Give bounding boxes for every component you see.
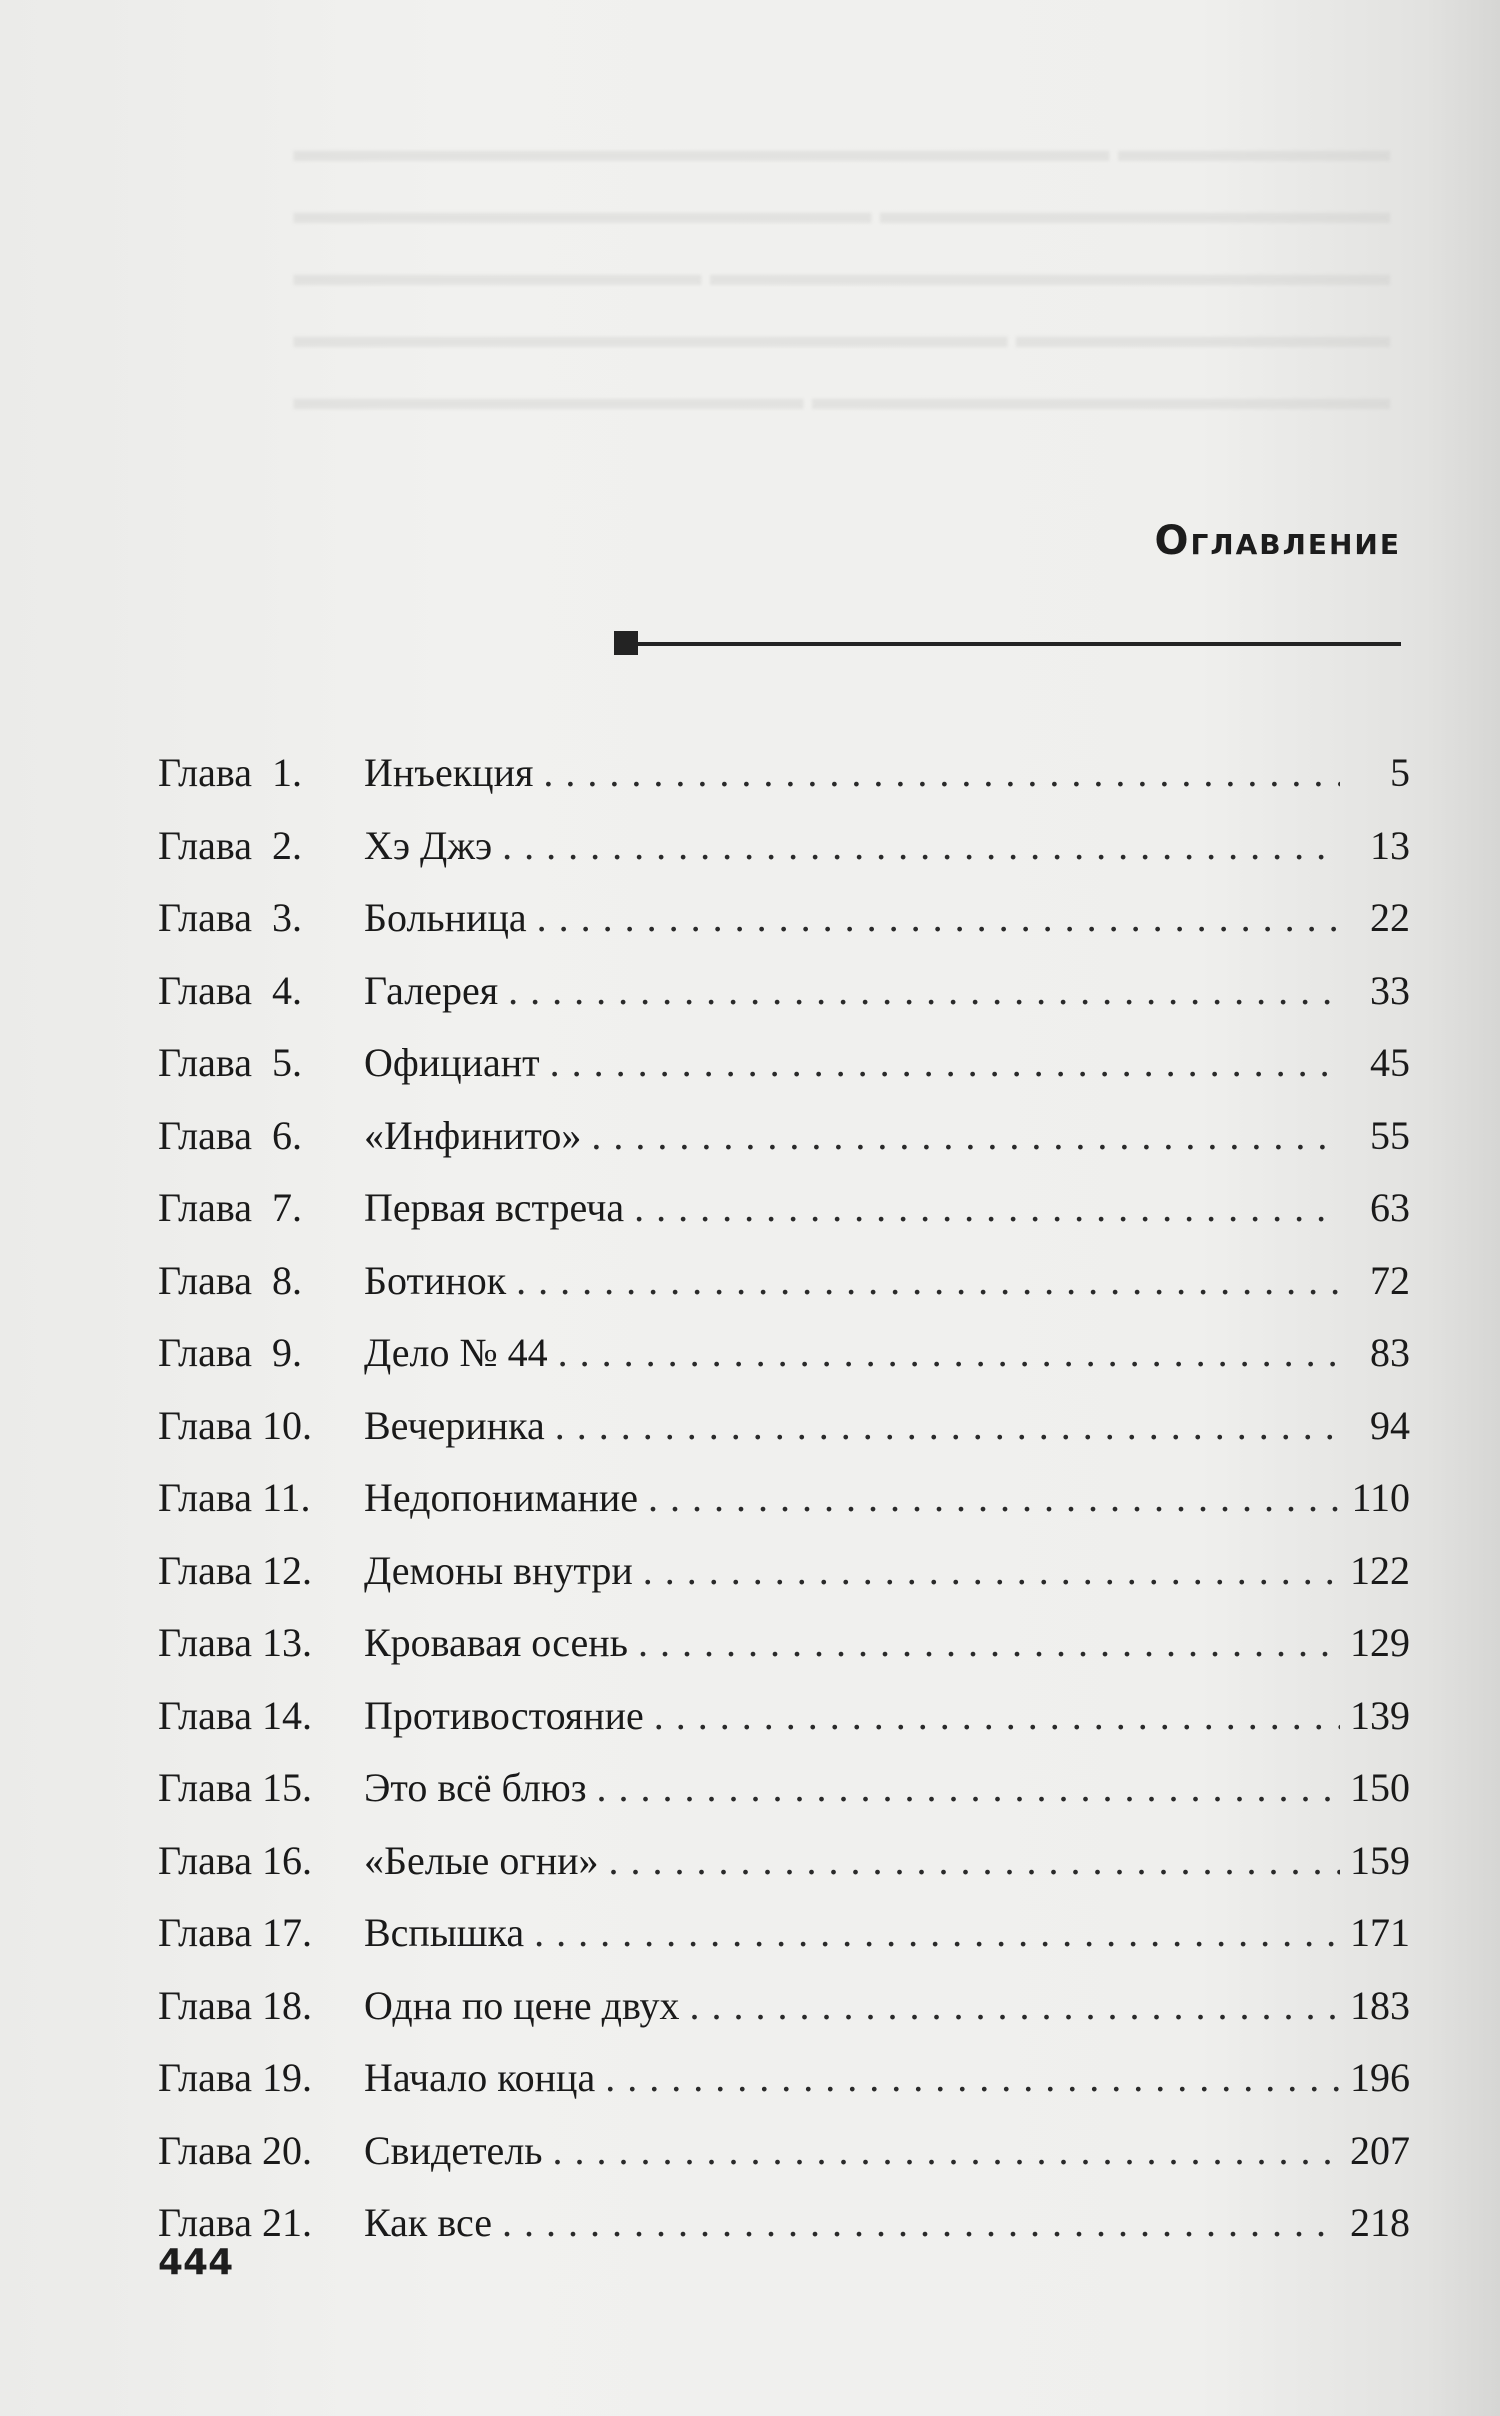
chapter-title: Официант	[364, 1040, 540, 1085]
chapter-number: Глава 14.	[158, 1692, 312, 1738]
toc-heading: Оглавление	[1154, 518, 1401, 564]
chapter-number: Глава 16.	[158, 1837, 312, 1883]
dot-leader	[648, 1462, 1340, 1535]
chapter-page-number: 171	[1350, 1910, 1410, 1955]
chapter-number: Глава 7.	[158, 1185, 302, 1230]
chapter-page-number: 218	[1350, 2200, 1410, 2245]
toc-entry[interactable]	[158, 1897, 1410, 1970]
chapter-page-number: 63	[1370, 1185, 1410, 1230]
chapter-title: Инъекция	[364, 750, 534, 795]
chapter-title: Одна по цене двух	[364, 1982, 680, 2028]
toc-entry[interactable]	[158, 810, 1410, 883]
toc-entry[interactable]	[158, 1752, 1410, 1825]
chapter-number: Глава 9.	[158, 1330, 302, 1375]
toc-entry[interactable]	[158, 1390, 1410, 1463]
chapter-number: Глава 4.	[158, 967, 302, 1013]
chapter-title: Хэ Джэ	[364, 822, 493, 868]
chapter-number: Глава 21.	[158, 2200, 312, 2245]
chapter-title: Больница	[364, 895, 527, 940]
dot-leader	[605, 2042, 1340, 2115]
chapter-number: Глава 5.	[158, 1040, 302, 1085]
chapter-page-number: 110	[1351, 1475, 1410, 1520]
chapter-page-number: 129	[1350, 1620, 1410, 1665]
heading-rule	[614, 642, 1401, 646]
toc-entry[interactable]	[158, 1535, 1410, 1608]
chapter-number: Глава 10.	[158, 1402, 312, 1448]
chapter-page-number: 139	[1350, 1692, 1410, 1738]
dot-leader	[643, 1535, 1340, 1608]
toc-entry[interactable]	[158, 1607, 1410, 1680]
dot-leader	[502, 810, 1340, 883]
chapter-title: Первая встреча	[364, 1185, 625, 1230]
chapter-title: Начало конца	[364, 2055, 596, 2100]
chapter-title: «Инфинито»	[364, 1112, 582, 1158]
dot-leader	[654, 1680, 1340, 1753]
chapter-number: Глава 6.	[158, 1112, 302, 1158]
chapter-page-number: 22	[1370, 895, 1410, 940]
chapter-title: Это всё блюз	[364, 1765, 587, 1810]
dot-leader	[591, 1100, 1340, 1173]
toc-entry[interactable]	[158, 1027, 1410, 1100]
chapter-number: Глава 18.	[158, 1982, 312, 2028]
chapter-page-number: 5	[1390, 750, 1410, 795]
dot-leader	[543, 737, 1340, 810]
toc-entry[interactable]	[158, 1317, 1410, 1390]
dot-leader	[537, 882, 1340, 955]
chapter-page-number: 122	[1350, 1547, 1410, 1593]
chapter-page-number: 207	[1350, 2127, 1410, 2173]
toc-entry[interactable]	[158, 1172, 1410, 1245]
chapter-title: Недопонимание	[364, 1475, 639, 1520]
chapter-number: Глава 12.	[158, 1547, 312, 1593]
chapter-page-number: 13	[1370, 822, 1410, 868]
chapter-title: Как все	[364, 2200, 492, 2245]
chapter-title: «Белые огни»	[364, 1837, 599, 1883]
chapter-page-number: 45	[1370, 1040, 1410, 1085]
dot-leader	[502, 2187, 1340, 2260]
toc-entry[interactable]	[158, 2115, 1410, 2188]
chapter-page-number: 150	[1350, 1765, 1410, 1810]
dot-leader	[609, 1825, 1340, 1898]
chapter-page-number: 72	[1370, 1257, 1410, 1303]
dot-leader	[534, 1897, 1340, 1970]
chapter-title: Ботинок	[364, 1257, 507, 1303]
chapter-title: Кровавая осень	[364, 1620, 628, 1665]
chapter-title: Демоны внутри	[364, 1547, 633, 1593]
chapter-number: Глава 15.	[158, 1765, 312, 1810]
chapter-title: Дело № 44	[364, 1330, 548, 1375]
toc-list	[158, 737, 1410, 2260]
dot-leader	[638, 1607, 1340, 1680]
page-number: 444	[158, 2242, 234, 2283]
toc-entry[interactable]	[158, 1970, 1410, 2043]
chapter-number: Глава 3.	[158, 895, 302, 940]
chapter-page-number: 94	[1370, 1402, 1410, 1448]
chapter-number: Глава 17.	[158, 1910, 312, 1955]
toc-entry[interactable]	[158, 1462, 1410, 1535]
toc-entry[interactable]	[158, 882, 1410, 955]
toc-entry[interactable]	[158, 1100, 1410, 1173]
chapter-number: Глава 11.	[158, 1475, 311, 1520]
chapter-number: Глава 2.	[158, 822, 302, 868]
dot-leader	[558, 1317, 1340, 1390]
chapter-page-number: 183	[1350, 1982, 1410, 2028]
toc-entry[interactable]	[158, 1680, 1410, 1753]
toc-entry[interactable]	[158, 1825, 1410, 1898]
chapter-number: Глава 13.	[158, 1620, 312, 1665]
chapter-page-number: 159	[1350, 1837, 1410, 1883]
toc-entry[interactable]	[158, 2042, 1410, 2115]
dot-leader	[550, 1027, 1340, 1100]
chapter-page-number: 33	[1370, 967, 1410, 1013]
dot-leader	[634, 1172, 1340, 1245]
chapter-page-number: 83	[1370, 1330, 1410, 1375]
dot-leader	[516, 1245, 1340, 1318]
chapter-number: Глава 1.	[158, 750, 302, 795]
dot-leader	[508, 955, 1340, 1028]
toc-entry[interactable]	[158, 2187, 1410, 2260]
chapter-number: Глава 19.	[158, 2055, 312, 2100]
toc-entry[interactable]	[158, 955, 1410, 1028]
dot-leader	[689, 1970, 1340, 2043]
chapter-number: Глава 8.	[158, 1257, 302, 1303]
chapter-title: Галерея	[364, 967, 499, 1013]
chapter-title: Вспышка	[364, 1910, 525, 1955]
dot-leader	[555, 1390, 1340, 1463]
chapter-title: Вечеринка	[364, 1402, 545, 1448]
chapter-number: Глава 20.	[158, 2127, 312, 2173]
dot-leader	[553, 2115, 1340, 2188]
chapter-page-number: 196	[1350, 2055, 1410, 2100]
chapter-title: Свидетель	[364, 2127, 543, 2173]
dot-leader	[597, 1752, 1340, 1825]
chapter-page-number: 55	[1370, 1112, 1410, 1158]
toc-entry[interactable]	[158, 1245, 1410, 1318]
toc-entry[interactable]	[158, 737, 1410, 810]
show-through-text: ▬▬▬▬▬▬▬▬ ▬▬▬▬▬▬▬▬▬▬▬▬▬▬▬▬▬▬▬▬▬▬▬▬ ▬▬▬▬▬▬▬▬▬▬▬▬▬▬▬ ▬▬▬▬▬▬▬▬▬▬▬▬▬▬▬▬▬ ▬▬▬▬▬▬▬▬▬▬▬▬▬▬▬▬▬▬▬▬ ▬▬▬▬▬▬▬▬▬▬▬▬ ▬▬▬▬▬▬▬▬▬▬▬ ▬▬▬▬▬▬▬▬▬▬▬▬▬▬▬▬▬▬▬▬▬ ▬▬▬▬▬▬▬▬▬▬▬▬▬▬▬▬▬ ▬▬▬▬▬▬▬▬▬▬▬▬▬▬▬	[293, 132, 1390, 417]
chapter-title: Противостояние	[364, 1692, 644, 1738]
